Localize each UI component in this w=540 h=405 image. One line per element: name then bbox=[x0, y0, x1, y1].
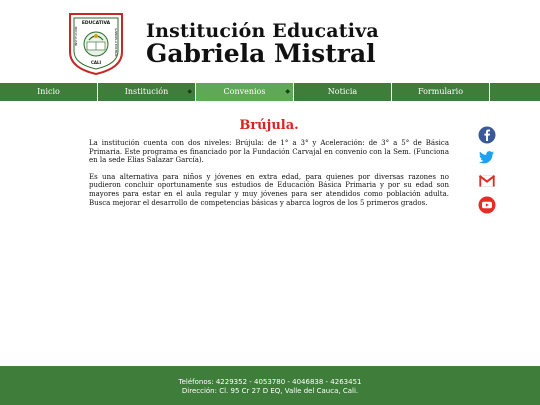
footer-phones: Teléfonos: 4229352 - 4053780 - 4046838 - 4263451 bbox=[178, 378, 362, 386]
main-nav bbox=[0, 83, 540, 101]
dropdown-arrow-icon: ◆ bbox=[187, 88, 192, 95]
institution-title-line2: Gabriela Mistral bbox=[146, 39, 376, 68]
main-content bbox=[89, 118, 449, 215]
logo-name: EDUCATIVA bbox=[81, 21, 111, 26]
content-paragraph: La institución cuenta con dos niveles: Brújula: de 1° a 3° y Aceleración: de 3° a 5° de Básica Primaria. Este programa es financiado por la Fundación Carvajal en convenio con la Sem. (Funciona en la sede Elias Salazar García). bbox=[89, 139, 449, 165]
content-paragraph: Es una alternativa para niños y jóvenes en extra edad, para quienes por diversas razones no pudieron concluir oportunamente sus estudios de Educación Básica Primaria y por su edad son mayores para estar en el aula regular y muy jóvenes para ser atendidos como población adulta. Busca mejorar el desarrollo de competencias básicas y abarca logros de los 5 primeros grados. bbox=[89, 172, 449, 207]
school-crest-logo[interactable] bbox=[68, 12, 124, 76]
page-title: Brújula. bbox=[239, 118, 299, 133]
nav-item-convenios[interactable] bbox=[196, 83, 294, 101]
nav-label: Institución bbox=[124, 87, 169, 96]
logo-arc-right: GABRIELA MISTRAL bbox=[114, 28, 118, 57]
footer-address: Dirección: Cl. 95 Cr 27 D EQ, Valle del Cauca, Cali. bbox=[181, 387, 359, 395]
nav-label: Noticia bbox=[327, 87, 358, 96]
site-header bbox=[0, 0, 540, 82]
youtube-icon[interactable] bbox=[478, 196, 496, 214]
nav-label: Inicio bbox=[37, 87, 60, 96]
nav-label: Convenios bbox=[223, 87, 266, 96]
dropdown-arrow-icon: ◆ bbox=[285, 88, 290, 95]
nav-item-noticia[interactable] bbox=[294, 83, 392, 101]
nav-label: Formulario bbox=[417, 87, 464, 96]
logo-city: CALI bbox=[90, 60, 102, 65]
logo-arc-left: INSTITUCIÓN bbox=[74, 26, 78, 46]
nav-item-formulario[interactable] bbox=[392, 83, 490, 101]
nav-item-inicio[interactable] bbox=[0, 83, 98, 101]
nav-item-institucion[interactable] bbox=[98, 83, 196, 101]
facebook-icon[interactable] bbox=[478, 126, 496, 144]
gmail-icon[interactable] bbox=[478, 172, 496, 190]
twitter-icon[interactable] bbox=[478, 148, 496, 166]
site-footer bbox=[0, 366, 540, 405]
institution-title-line1: Institución Educativa bbox=[146, 20, 379, 42]
